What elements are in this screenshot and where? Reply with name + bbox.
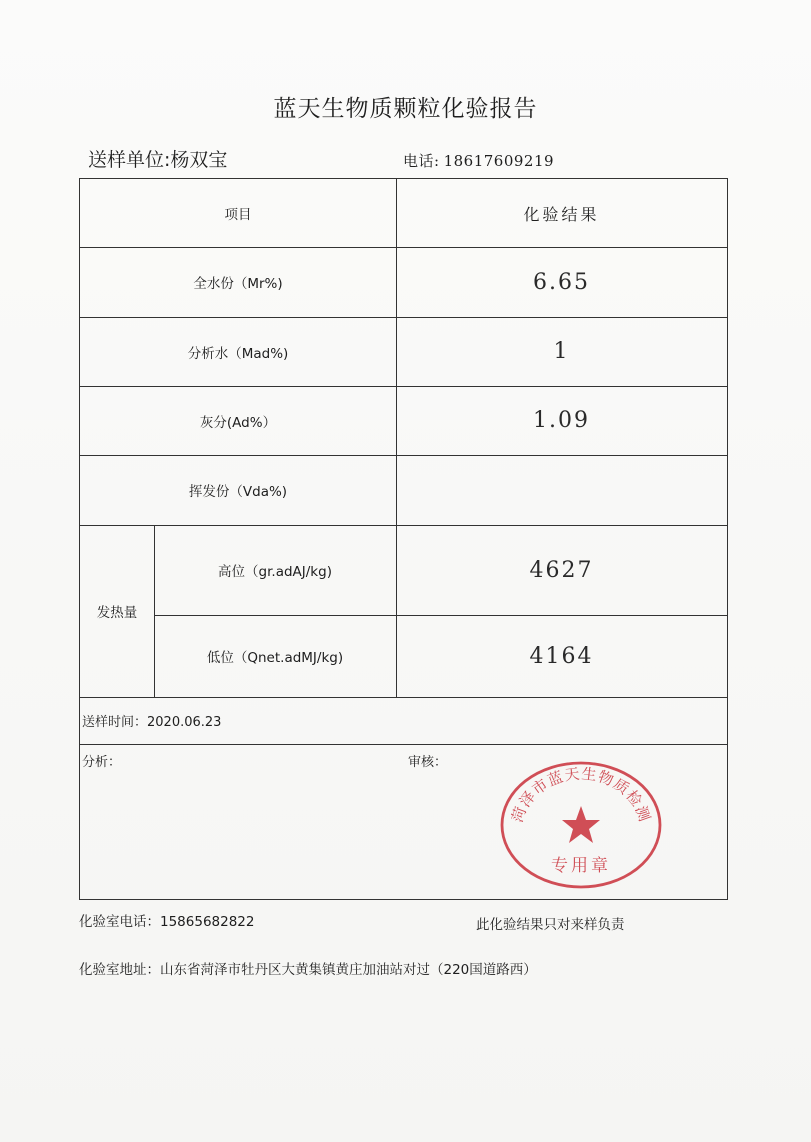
review-label: 审核： [408,755,448,770]
disclaimer: 此化验结果只对来样负责 [476,917,625,933]
phone-number: 18617609219 [443,152,555,170]
heat-high-label: 高位（gr.adAJ/kg) [218,564,332,580]
seal-ring-text: 菏泽市蓝天生物质检测 [507,764,655,825]
seal-star-icon [562,806,600,843]
sender-phone [399,150,554,171]
row-label-analysis-moisture: 分析水（Mad%) [187,345,289,362]
seal-center-text: 专用章 [551,856,611,876]
row-value-total-moisture: 6.65 [533,269,590,295]
lab-address: 化验室地址：山东省菏泽市牡丹区大黄集镇黄庄加油站对过（220国道路西） [79,962,537,978]
heat-high-value: 4627 [529,557,594,583]
row-value-volatile [396,455,727,525]
row-divider [80,697,727,698]
heat-low-value: 4164 [529,643,594,669]
row-label-ash: 灰分(Ad%） [199,414,277,431]
official-seal [498,760,664,890]
phone-label: 电话: [403,152,440,170]
header-result: 化验结果 [523,204,600,224]
header-item: 项目 [224,207,252,223]
row-divider [80,744,727,745]
sender-unit: 送样单位:杨双宝 [88,149,228,171]
sample-time: 送样时间：2020.06.23 [82,715,222,730]
row-value-analysis-moisture: 1 [553,339,570,364]
heat-low-label: 低位（Qnet.adMJ/kg) [206,650,344,666]
row-label-volatile: 挥发份（Vda%) [188,484,288,500]
report-title: 蓝天生物质颗粒化验报告 [273,96,538,122]
row-value-ash: 1.09 [533,408,590,433]
row-label-total-moisture: 全水份（Mr%) [193,276,283,292]
lab-phone: 化验室电话：15865682822 [79,914,255,930]
heat-group-label: 发热量 [96,605,138,621]
analysis-label: 分析： [82,755,122,770]
